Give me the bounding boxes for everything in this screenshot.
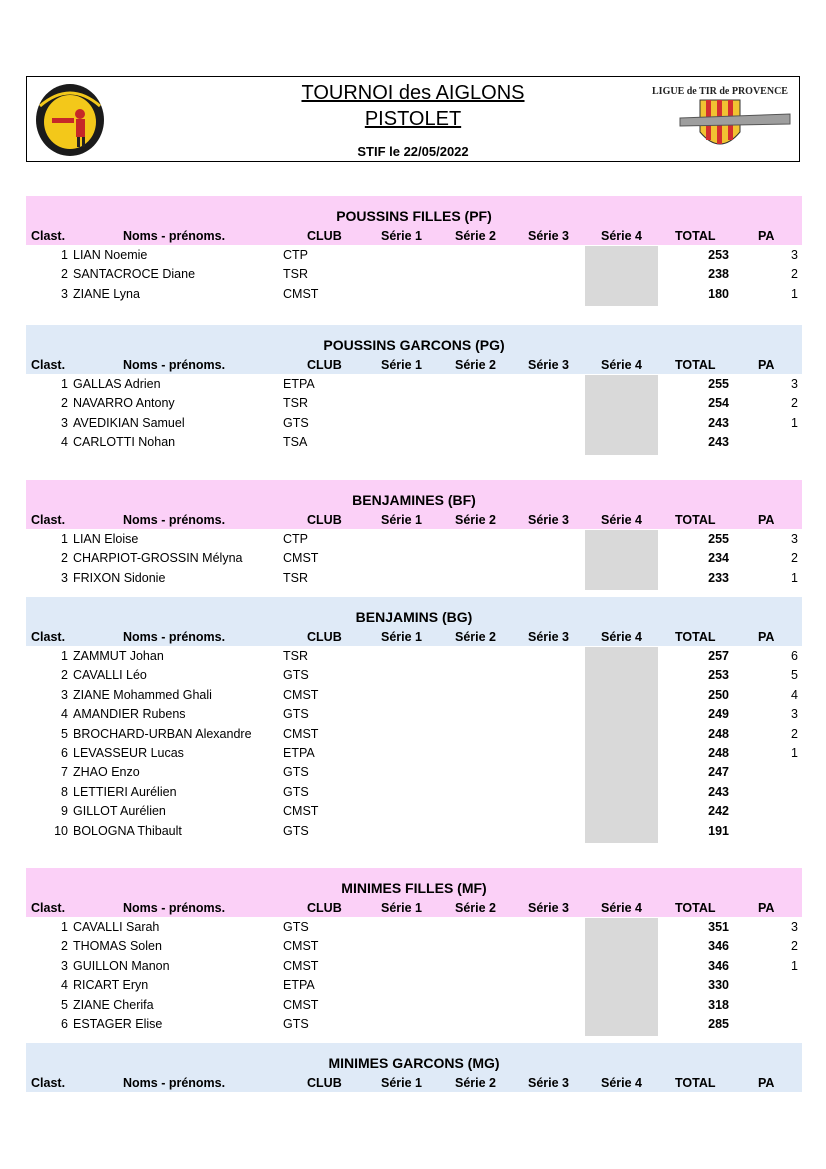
serie4-shaded-column <box>585 647 658 843</box>
club-cell: GTS <box>283 707 309 722</box>
col-header-serie4: Série 4 <box>601 513 643 527</box>
rank-cell: 4 <box>61 707 68 722</box>
name-cell: THOMAS Solen <box>73 939 162 954</box>
total-cell: 253 <box>708 668 729 683</box>
total-cell: 255 <box>708 532 729 546</box>
name-cell: LETTIERI Aurélien <box>73 784 177 799</box>
col-header-total: TOTAL <box>675 358 716 372</box>
col-header-serie2: Série 2 <box>455 358 497 372</box>
rank-cell: 3 <box>61 570 68 585</box>
club-cell: CMST <box>283 687 319 702</box>
name-cell: FRIXON Sidonie <box>73 570 166 585</box>
name-cell: ZHAO Enzo <box>73 765 140 780</box>
total-cell: 318 <box>708 997 729 1012</box>
col-header-clast: Clast. <box>31 513 66 527</box>
club-cell: CMST <box>283 804 319 819</box>
col-header-serie4: Série 4 <box>601 229 643 243</box>
club-cell: GTS <box>283 1017 309 1031</box>
col-header-clast: Clast. <box>31 901 66 915</box>
rank-cell: 10 <box>54 823 68 838</box>
col-header-pa: PA <box>758 1076 775 1090</box>
club-cell: CTP <box>283 248 308 262</box>
name-cell: RICART Eryn <box>73 978 149 993</box>
col-header-nom: Noms - prénoms. <box>123 513 226 527</box>
name-cell: GILLOT Aurélien <box>73 804 166 819</box>
rank-cell: 2 <box>61 267 68 282</box>
name-cell: ZIANE Mohammed Ghali <box>73 687 212 702</box>
rank-cell: 4 <box>61 435 68 450</box>
rank-cell: 6 <box>61 746 68 760</box>
col-header-club: CLUB <box>307 901 342 915</box>
col-header-serie3: Série 3 <box>528 513 570 527</box>
name-cell: AMANDIER Rubens <box>73 707 186 722</box>
name-cell: CAVALLI Sarah <box>73 920 160 934</box>
col-header-pa: PA <box>758 358 775 372</box>
rank-cell: 1 <box>61 248 68 262</box>
category-title: POUSSINS FILLES (PF) <box>336 208 492 224</box>
total-cell: 346 <box>708 958 729 973</box>
col-header-club: CLUB <box>307 630 342 644</box>
total-cell: 285 <box>708 1017 729 1031</box>
rank-cell: 2 <box>61 939 68 954</box>
category-title: BENJAMINES (BF) <box>352 492 476 508</box>
total-cell: 248 <box>708 746 729 760</box>
col-header-club: CLUB <box>307 358 342 372</box>
col-header-nom: Noms - prénoms. <box>123 1076 226 1090</box>
serie4-shaded-column <box>585 530 658 590</box>
col-header-total: TOTAL <box>675 513 716 527</box>
pa-cell: 5 <box>791 668 798 683</box>
club-cell: CMST <box>283 939 319 954</box>
name-cell: CHARPIOT-GROSSIN Mélyna <box>73 551 243 566</box>
total-cell: 191 <box>708 823 729 838</box>
col-header-nom: Noms - prénoms. <box>123 630 226 644</box>
col-header-serie2: Série 2 <box>455 229 497 243</box>
rank-cell: 1 <box>61 377 68 391</box>
pa-cell: 1 <box>791 746 798 760</box>
total-cell: 234 <box>708 551 729 566</box>
col-header-serie2: Série 2 <box>455 901 497 915</box>
club-cell: ETPA <box>283 746 315 760</box>
pa-cell: 6 <box>791 649 798 663</box>
total-cell: 250 <box>708 687 729 702</box>
col-header-serie3: Série 3 <box>528 630 570 644</box>
pa-cell: 1 <box>791 286 798 301</box>
col-header-clast: Clast. <box>31 358 66 372</box>
total-cell: 233 <box>708 570 729 585</box>
rank-cell: 8 <box>61 784 68 799</box>
name-cell: GUILLON Manon <box>73 958 170 973</box>
name-cell: ESTAGER Elise <box>73 1017 163 1031</box>
club-cell: TSR <box>283 267 308 282</box>
serie4-shaded-column <box>585 246 658 306</box>
club-cell: CMST <box>283 726 319 741</box>
date-line: STIF le 22/05/2022 <box>357 144 469 159</box>
name-cell: LIAN Eloise <box>73 532 139 546</box>
col-header-pa: PA <box>758 229 775 243</box>
total-cell: 351 <box>708 920 729 934</box>
total-cell: 242 <box>708 804 729 819</box>
club-cell: ETPA <box>283 978 315 993</box>
col-header-serie2: Série 2 <box>455 513 497 527</box>
category-title: BENJAMINS (BG) <box>355 609 473 625</box>
col-header-pa: PA <box>758 901 775 915</box>
pa-cell: 3 <box>791 248 798 262</box>
rank-cell: 3 <box>61 687 68 702</box>
rank-cell: 2 <box>61 551 68 566</box>
total-cell: 243 <box>708 415 729 430</box>
rank-cell: 2 <box>61 396 68 411</box>
category-title: MINIMES GARCONS (MG) <box>328 1055 500 1071</box>
svg-text:LIGUE de TIR de PROVENCE: LIGUE de TIR de PROVENCE <box>652 86 788 97</box>
rank-cell: 6 <box>61 1017 68 1031</box>
col-header-serie1: Série 1 <box>381 901 423 915</box>
pa-cell: 1 <box>791 415 798 430</box>
total-cell: 346 <box>708 939 729 954</box>
col-header-club: CLUB <box>307 1076 342 1090</box>
col-header-serie4: Série 4 <box>601 630 643 644</box>
name-cell: ZAMMUT Johan <box>73 649 164 663</box>
col-header-pa: PA <box>758 513 775 527</box>
total-cell: 255 <box>708 377 729 391</box>
total-cell: 254 <box>708 396 729 411</box>
club-cell: TSR <box>283 570 308 585</box>
col-header-clast: Clast. <box>31 630 66 644</box>
total-cell: 330 <box>708 978 729 993</box>
total-cell: 253 <box>708 248 729 262</box>
col-header-club: CLUB <box>307 229 342 243</box>
col-header-total: TOTAL <box>675 901 716 915</box>
name-cell: ZIANE Cherifa <box>73 997 154 1012</box>
name-cell: BROCHARD-URBAN Alexandre <box>73 726 252 741</box>
total-cell: 248 <box>708 726 729 741</box>
pa-cell: 3 <box>791 707 798 722</box>
col-header-total: TOTAL <box>675 1076 716 1090</box>
club-cell: CTP <box>283 532 308 546</box>
club-cell: GTS <box>283 784 309 799</box>
page-subtitle: PISTOLET <box>364 108 462 130</box>
rank-cell: 3 <box>61 415 68 430</box>
col-header-total: TOTAL <box>675 630 716 644</box>
col-header-serie4: Série 4 <box>601 358 643 372</box>
club-cell: GTS <box>283 765 309 780</box>
rank-cell: 7 <box>61 765 68 780</box>
rank-cell: 2 <box>61 668 68 683</box>
pa-cell: 4 <box>791 687 798 702</box>
rank-cell: 1 <box>61 532 68 546</box>
total-cell: 180 <box>708 286 729 301</box>
col-header-serie1: Série 1 <box>381 358 423 372</box>
col-header-nom: Noms - prénoms. <box>123 901 226 915</box>
col-header-serie3: Série 3 <box>528 901 570 915</box>
pa-cell: 3 <box>791 532 798 546</box>
col-header-serie2: Série 2 <box>455 1076 497 1090</box>
club-cell: CMST <box>283 958 319 973</box>
club-cell: ETPA <box>283 377 315 391</box>
rank-cell: 3 <box>61 958 68 973</box>
name-cell: SANTACROCE Diane <box>73 267 196 282</box>
col-header-serie2: Série 2 <box>455 630 497 644</box>
col-header-serie4: Série 4 <box>601 901 643 915</box>
col-header-clast: Clast. <box>31 229 66 243</box>
col-header-pa: PA <box>758 630 775 644</box>
club-cell: CMST <box>283 997 319 1012</box>
name-cell: LIAN Noemie <box>73 248 148 262</box>
col-header-serie1: Série 1 <box>381 630 423 644</box>
name-cell: BOLOGNA Thibault <box>73 823 182 838</box>
total-cell: 238 <box>708 267 729 282</box>
rank-cell: 1 <box>61 920 68 934</box>
col-header-serie3: Série 3 <box>528 229 570 243</box>
pa-cell: 2 <box>791 551 798 566</box>
club-cell: GTS <box>283 920 309 934</box>
name-cell: NAVARRO Antony <box>73 396 175 411</box>
pa-cell: 2 <box>791 726 798 741</box>
col-header-serie4: Série 4 <box>601 1076 643 1090</box>
pa-cell: 3 <box>791 377 798 391</box>
club-cell: GTS <box>283 823 309 838</box>
total-cell: 249 <box>708 707 729 722</box>
club-cell: TSR <box>283 649 308 663</box>
name-cell: LEVASSEUR Lucas <box>73 746 184 760</box>
club-cell: CMST <box>283 286 319 301</box>
total-cell: 247 <box>708 765 729 780</box>
page-title: TOURNOI des AIGLONS <box>301 82 525 104</box>
category-title: MINIMES FILLES (MF) <box>341 880 487 896</box>
total-cell: 243 <box>708 784 729 799</box>
pa-cell: 2 <box>791 939 798 954</box>
club-cell: GTS <box>283 415 309 430</box>
club-cell: TSR <box>283 396 308 411</box>
rank-cell: 5 <box>61 997 68 1012</box>
rank-cell: 3 <box>61 286 68 301</box>
name-cell: ZIANE Lyna <box>73 286 140 301</box>
total-cell: 243 <box>708 435 729 450</box>
col-header-nom: Noms - prénoms. <box>123 229 226 243</box>
pa-cell: 2 <box>791 396 798 411</box>
name-cell: CARLOTTI Nohan <box>73 435 176 450</box>
club-cell: GTS <box>283 668 309 683</box>
pa-cell: 3 <box>791 920 798 934</box>
rank-cell: 1 <box>61 649 68 663</box>
rank-cell: 4 <box>61 978 68 993</box>
col-header-serie3: Série 3 <box>528 1076 570 1090</box>
col-header-clast: Clast. <box>31 1076 66 1090</box>
name-cell: AVEDIKIAN Samuel <box>73 415 185 430</box>
pa-cell: 2 <box>791 267 798 282</box>
rank-cell: 9 <box>61 804 68 819</box>
name-cell: CAVALLI Léo <box>73 668 147 683</box>
name-cell: GALLAS Adrien <box>73 377 161 391</box>
col-header-club: CLUB <box>307 513 342 527</box>
col-header-serie1: Série 1 <box>381 513 423 527</box>
category-title: POUSSINS GARCONS (PG) <box>323 337 505 353</box>
col-header-serie1: Série 1 <box>381 1076 423 1090</box>
col-header-nom: Noms - prénoms. <box>123 358 226 372</box>
serie4-shaded-column <box>585 918 658 1036</box>
club-cell: TSA <box>283 435 308 450</box>
rank-cell: 5 <box>61 726 68 741</box>
club-cell: CMST <box>283 551 319 566</box>
total-cell: 257 <box>708 649 729 663</box>
serie4-shaded-column <box>585 375 658 455</box>
col-header-serie3: Série 3 <box>528 358 570 372</box>
col-header-serie1: Série 1 <box>381 229 423 243</box>
pa-cell: 1 <box>791 570 798 585</box>
pa-cell: 1 <box>791 958 798 973</box>
col-header-total: TOTAL <box>675 229 716 243</box>
